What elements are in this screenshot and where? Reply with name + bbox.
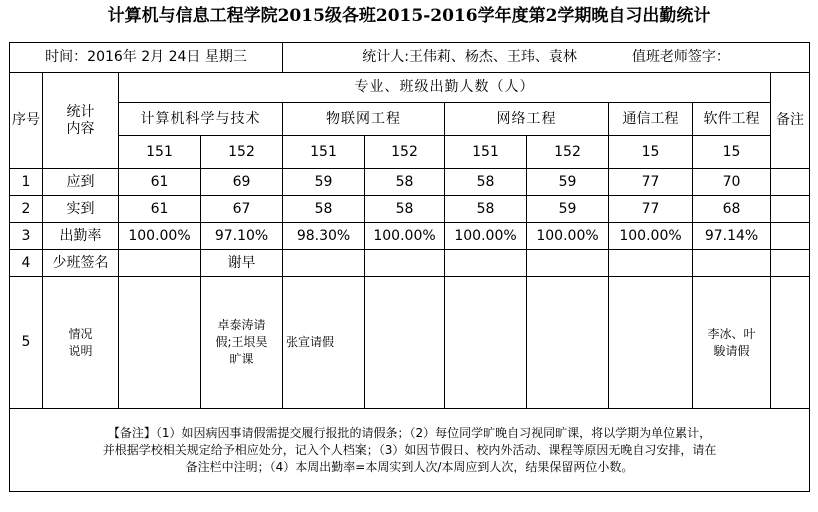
value-cell: 61 (119, 169, 201, 196)
signature-cell: 谢早 (201, 250, 283, 277)
class-cell: 151 (119, 136, 201, 169)
major-comm: 通信工程 (609, 103, 693, 136)
situation-cell (445, 277, 527, 409)
notes-line: 并根据学校相关规定给予相应处分，记入个人档案；（3）如因节假日、校内外活动、课程等原因无晚自习安排，请在 (102, 442, 717, 457)
signature-cell (693, 250, 771, 277)
teacher-sign-label: 值班老师签字： (631, 49, 730, 65)
table-row (10, 223, 810, 250)
seq-header: 序号 (10, 73, 43, 169)
info-row (10, 43, 810, 73)
value-cell: 70 (693, 169, 771, 196)
situation-cell (365, 277, 445, 409)
value-cell: 97.14% (693, 223, 771, 250)
value-cell: 58 (445, 169, 527, 196)
class-cell: 151 (283, 136, 365, 169)
class-cell: 151 (445, 136, 527, 169)
class-cell: 15 (693, 136, 771, 169)
date-cell (10, 43, 283, 73)
row-label: 出勤率 (43, 223, 119, 250)
situation-label: 情况 说明 (43, 277, 119, 409)
row-label: 少班签名 (43, 250, 119, 277)
value-cell: 58 (365, 169, 445, 196)
situation-cell (609, 277, 693, 409)
row-seq: 2 (10, 196, 43, 223)
remark-cell (771, 169, 810, 196)
attendance-table (9, 42, 810, 492)
value-cell: 58 (365, 196, 445, 223)
row-seq: 3 (10, 223, 43, 250)
signature-cell (365, 250, 445, 277)
value-cell: 67 (201, 196, 283, 223)
class-cell: 152 (201, 136, 283, 169)
notes-line: 备注栏中注明；（4）本周出勤率=本周实到人次/本周应到人次，结果保留两位小数。 (185, 459, 634, 474)
page-title: 计算机与信息工程学院2015级各班2015-2016学年度第2学期晚自习出勤统计 (107, 6, 711, 26)
signature-cell (609, 250, 693, 277)
remark-cell (771, 223, 810, 250)
group-header: 专业、班级出勤人数（人） (119, 73, 771, 103)
remark-cell (771, 196, 810, 223)
notes-cell (10, 409, 810, 492)
remark-cell (771, 277, 810, 409)
value-cell: 68 (693, 196, 771, 223)
class-cell: 152 (365, 136, 445, 169)
situation-row (10, 277, 810, 409)
row-label: 实到 (43, 196, 119, 223)
value-cell: 59 (527, 196, 609, 223)
remark-cell (771, 250, 810, 277)
stat-content-header: 统计 内容 (43, 73, 119, 169)
situation-cell (527, 277, 609, 409)
value-cell: 58 (283, 196, 365, 223)
class-cell: 15 (609, 136, 693, 169)
class-cell: 152 (527, 136, 609, 169)
row-seq: 1 (10, 169, 43, 196)
notes-line: 【备注】（1）如因病因事请假需提交履行报批的请假条；（2）每位同学旷晚自习视同旷课，将以学期为单位累计， (107, 425, 712, 440)
value-cell: 69 (201, 169, 283, 196)
major-iot: 物联网工程 (283, 103, 445, 136)
value-cell: 77 (609, 169, 693, 196)
value-cell: 59 (527, 169, 609, 196)
header-row-majors (10, 103, 810, 136)
value-cell: 59 (283, 169, 365, 196)
signature-cell (527, 250, 609, 277)
row-seq: 4 (10, 250, 43, 277)
counters-cell (283, 43, 810, 73)
value-cell: 58 (445, 196, 527, 223)
header-row-classes (10, 136, 810, 169)
value-cell: 100.00% (365, 223, 445, 250)
table-row (10, 196, 810, 223)
value-cell: 100.00% (609, 223, 693, 250)
value-cell: 77 (609, 196, 693, 223)
notes-row (10, 409, 810, 492)
signature-cell (283, 250, 365, 277)
table-row (10, 250, 810, 277)
date-text: 时间：2016年 2月 24日 星期三 (45, 49, 247, 65)
signature-cell (445, 250, 527, 277)
value-cell: 98.30% (283, 223, 365, 250)
major-network: 网络工程 (445, 103, 609, 136)
situation-cell-cs152: 卓泰涛请 假;王垠昊 旷课 (201, 277, 283, 409)
counters-text: 统计人:王伟莉、杨杰、王玮、袁林 (362, 49, 577, 65)
signature-cell (119, 250, 201, 277)
row-seq: 5 (10, 277, 43, 409)
major-software: 软件工程 (693, 103, 771, 136)
value-cell: 97.10% (201, 223, 283, 250)
value-cell: 100.00% (445, 223, 527, 250)
major-cs: 计算机科学与技术 (119, 103, 283, 136)
remark-header: 备注 (771, 73, 810, 169)
situation-cell-iot151: 张宣请假 (283, 277, 365, 409)
value-cell: 100.00% (527, 223, 609, 250)
situation-cell (119, 277, 201, 409)
row-label: 应到 (43, 169, 119, 196)
situation-cell-software: 李冰、叶 駿请假 (693, 277, 771, 409)
value-cell: 61 (119, 196, 201, 223)
table-row (10, 169, 810, 196)
value-cell: 100.00% (119, 223, 201, 250)
header-row-1 (10, 73, 810, 103)
